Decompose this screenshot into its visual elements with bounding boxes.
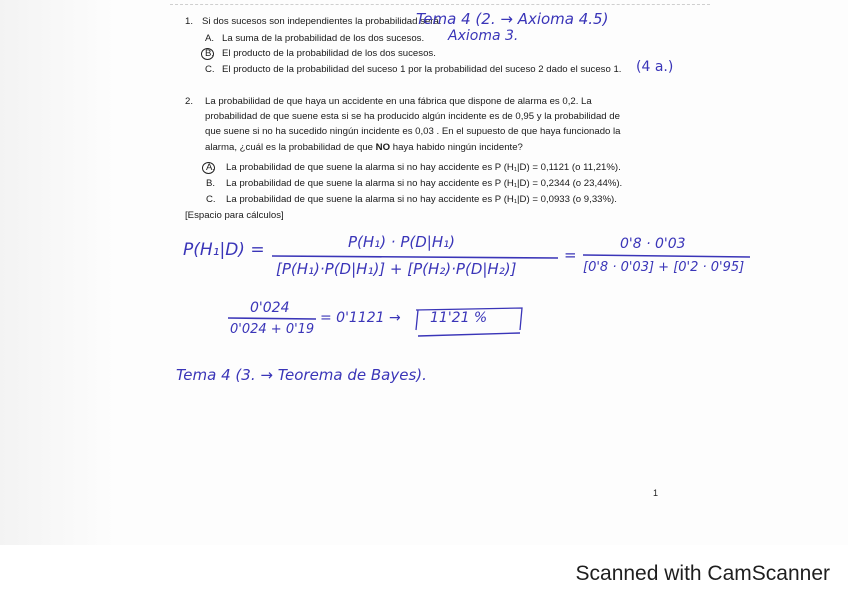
q2-number: 2.	[185, 96, 194, 107]
camscanner-watermark: Scanned with CamScanner	[575, 562, 830, 585]
q1-option-a-note: Axioma 3.	[448, 28, 519, 44]
q1-stem: Si dos sucesos son independientes la probabilidad será:	[202, 16, 442, 27]
work-numerator-2: 0'8 · 0'03	[620, 236, 686, 252]
q2-stem-line-4: alarma, ¿cuál es la probabilidad de que NO haya habido ningún incidente?	[205, 142, 523, 153]
q1-option-c-note: (4 a.)	[636, 59, 674, 75]
q2-option-a-text: La probabilidad de que suene la alarma si no hay accidente es P (H₁|D) = 0,1121 (o 11,21%).	[226, 162, 621, 173]
fraction-bar-2	[583, 255, 750, 257]
q1-option-c-text: El producto de la probabilidad del suceso 1 por la probabilidad del suceso 2 dado el suceso 1.	[222, 64, 622, 75]
q2-option-a-letter: A.	[206, 162, 216, 173]
work-denominator: [P(H₁)·P(D|H₁)] + [P(H₂)·P(D|H₂)]	[276, 260, 517, 278]
q2-option-b-text: La probabilidad de que suene la alarma si no hay accidente es P (H₁|D) = 0,2344 (o 23,44%).	[226, 178, 623, 189]
q1-option-a-letter: A.	[205, 33, 215, 44]
work-equals-2: =	[564, 246, 577, 264]
q2-option-b-letter: B.	[206, 178, 216, 189]
q2-stem-line-3: que suene si no ha sucedido ningún incidente es 0,03 . En el supuesto de que haya funcionado la	[205, 126, 621, 137]
work-numerator-3: 0'024	[250, 300, 290, 316]
page-number: 1	[653, 488, 659, 498]
q2-option-c-text: La probabilidad de que suene la alarma si no hay accidente es P (H₁|D) = 0,0933 (o 9,33%).	[226, 194, 617, 205]
fraction-bar-1	[272, 256, 558, 258]
work-numerator: P(H₁) · P(D|H₁)	[348, 233, 455, 251]
work-lhs: P(H₁|D) =	[183, 240, 265, 260]
work-footer-note: Tema 4 (3. → Teorema de Bayes).	[176, 366, 427, 384]
work-result-arrow: = 0'1121 →	[320, 310, 401, 326]
q2-option-c-letter: C.	[206, 194, 216, 205]
work-denominator-2: [0'8 · 0'03] + [0'2 · 0'95]	[583, 260, 745, 275]
result-underline	[418, 333, 520, 336]
q2-stem-line-1: La probabilidad de que haya un accidente en una fábrica que dispone de alarma es 0,2. La	[205, 96, 592, 107]
fraction-bar-3	[228, 318, 316, 319]
q1-option-a-text: La suma de la probabilidad de los dos sucesos.	[222, 33, 425, 44]
q1-option-b-text: El producto de la probabilidad de los dos sucesos.	[222, 48, 436, 59]
calc-space-label: [Espacio para cálculos]	[185, 210, 284, 221]
q1-handwritten-note: Tema 4 (2. → Axioma 4.5)	[416, 10, 609, 28]
work-result-boxed: 11'21 %	[430, 310, 488, 326]
q2-stem-line-2: probabilidad de que suene esta si se ha producido algún incidente es de 0,95 y la probabilidad de	[205, 111, 620, 122]
work-denominator-3: 0'024 + 0'19	[230, 322, 315, 337]
q1-number: 1.	[185, 16, 194, 27]
q1-option-c-letter: C.	[205, 64, 215, 75]
q1-option-b-letter: B.	[205, 48, 215, 59]
